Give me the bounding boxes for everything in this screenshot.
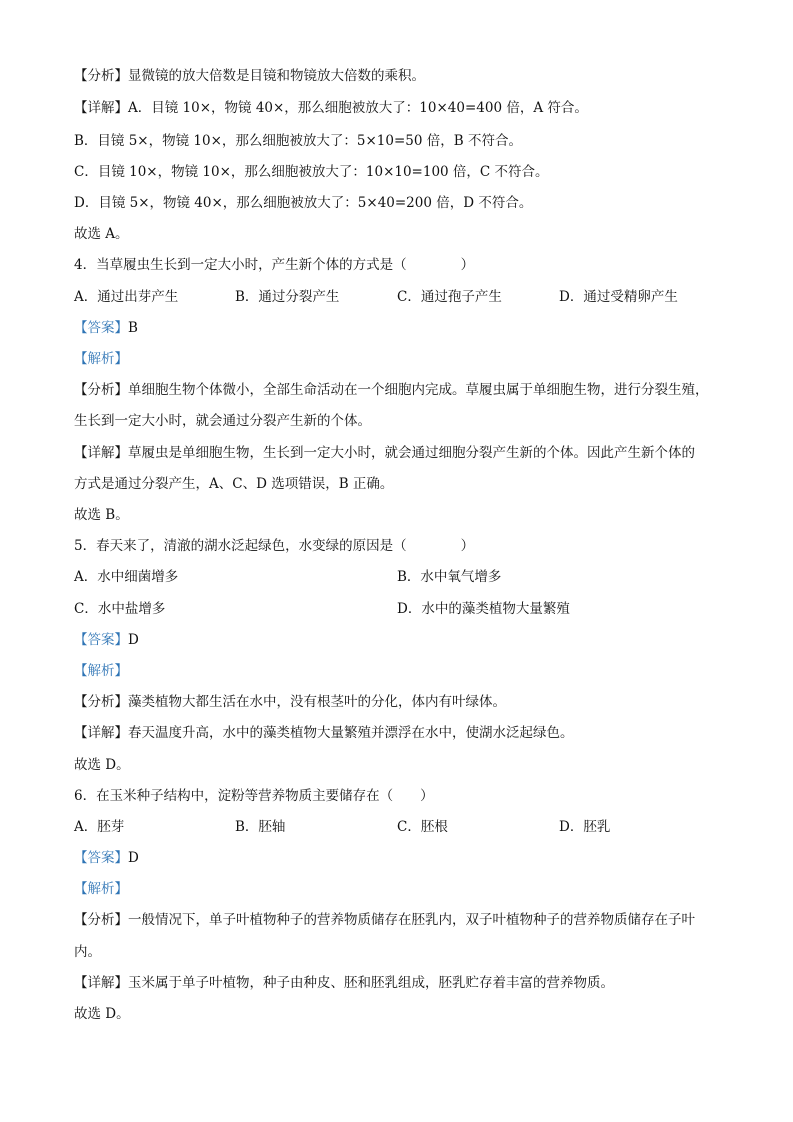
q4-option-a: A．通过出芽产生 <box>74 289 179 305</box>
q6-option-c: C．胚根 <box>397 819 448 835</box>
q6-option-a: A．胚芽 <box>74 819 125 835</box>
q6-question: 6．在玉米种子结构中，淀粉等营养物质主要储存在（ ） <box>74 788 434 804</box>
q5-option-a: A．水中细菌增多 <box>74 569 179 585</box>
q3-detail-d: D．目镜 5×，物镜 40×，那么细胞被放大了：5×40=200 倍，D 不符合。 <box>74 195 533 211</box>
q3-conclusion: 故选 A。 <box>74 226 129 242</box>
q5-answer <box>74 631 139 649</box>
q5-jiexi-label: 【解析】 <box>74 663 128 679</box>
q4-conclusion: 故选 B。 <box>74 507 129 523</box>
q6-analysis-line-2: 内。 <box>74 944 101 960</box>
q5-option-c: C．水中盐增多 <box>74 601 166 617</box>
answer-value: D <box>128 632 139 648</box>
q4-analysis-line-1: 【分析】单细胞生物个体微小，全部生命活动在一个细胞内完成。草履虫属于单细胞生物，进行分裂生殖， <box>74 382 709 398</box>
q5-analysis: 【分析】藻类植物大都生活在水中，没有根茎叶的分化，体内有叶绿体。 <box>74 694 506 710</box>
q3-detail-c: C．目镜 10×，物镜 10×，那么细胞被放大了：10×10=100 倍，C 不符合。 <box>74 164 549 180</box>
q5-detail: 【详解】春天温度升高，水中的藻类植物大量繁殖并漂浮在水中，使湖水泛起绿色。 <box>74 725 574 741</box>
q4-detail-line-2: 方式是通过分裂产生，A、C、D 选项错误，B 正确。 <box>74 476 394 492</box>
q5-question: 5．春天来了，清澈的湖水泛起绿色，水变绿的原因是（ ） <box>74 538 475 554</box>
q4-answer <box>74 319 138 337</box>
q6-jiexi-label: 【解析】 <box>74 881 128 897</box>
answer-value: D <box>128 850 139 866</box>
q5-option-b: B．水中氧气增多 <box>397 569 502 585</box>
q4-option-b: B．通过分裂产生 <box>235 289 340 305</box>
answer-value: B <box>128 320 138 336</box>
q6-detail: 【详解】玉米属于单子叶植物，种子由种皮、胚和胚乳组成，胚乳贮存着丰富的营养物质。 <box>74 975 614 991</box>
q4-jiexi-label: 【解析】 <box>74 351 128 367</box>
q5-option-d: D．水中的藻类植物大量繁殖 <box>397 601 570 617</box>
q4-option-c: C．通过孢子产生 <box>397 289 502 305</box>
q3-detail-a: 【详解】A．目镜 10×，物镜 40×，那么细胞被放大了：10×40=400 倍，A 符合。 <box>74 100 588 116</box>
q5-conclusion: 故选 D。 <box>74 757 130 773</box>
q6-answer <box>74 849 139 867</box>
q6-option-d: D．胚乳 <box>559 819 611 835</box>
q4-analysis-line-2: 生长到一定大小时，就会通过分裂产生新的个体。 <box>74 413 371 429</box>
q6-option-b: B．胚轴 <box>235 819 286 835</box>
q4-question: 4．当草履虫生长到一定大小时，产生新个体的方式是（ ） <box>74 257 475 273</box>
answer-label: 【答案】 <box>74 632 128 648</box>
q4-option-d: D．通过受精卵产生 <box>559 289 678 305</box>
answer-label: 【答案】 <box>74 320 128 336</box>
q3-analysis: 【分析】显微镜的放大倍数是目镜和物镜放大倍数的乘积。 <box>74 68 425 84</box>
q4-detail-line-1: 【详解】草履虫是单细胞生物，生长到一定大小时，就会通过细胞分裂产生新的个体。因此产生新个体的 <box>74 445 695 461</box>
answer-label: 【答案】 <box>74 850 128 866</box>
q6-conclusion: 故选 D。 <box>74 1006 130 1022</box>
q6-analysis-line-1: 【分析】一般情况下，单子叶植物种子的营养物质储存在胚乳内，双子叶植物种子的营养物质储存在子叶 <box>74 912 695 928</box>
q3-detail-b: B．目镜 5×，物镜 10×，那么细胞被放大了：5×10=50 倍，B 不符合。 <box>74 133 522 149</box>
